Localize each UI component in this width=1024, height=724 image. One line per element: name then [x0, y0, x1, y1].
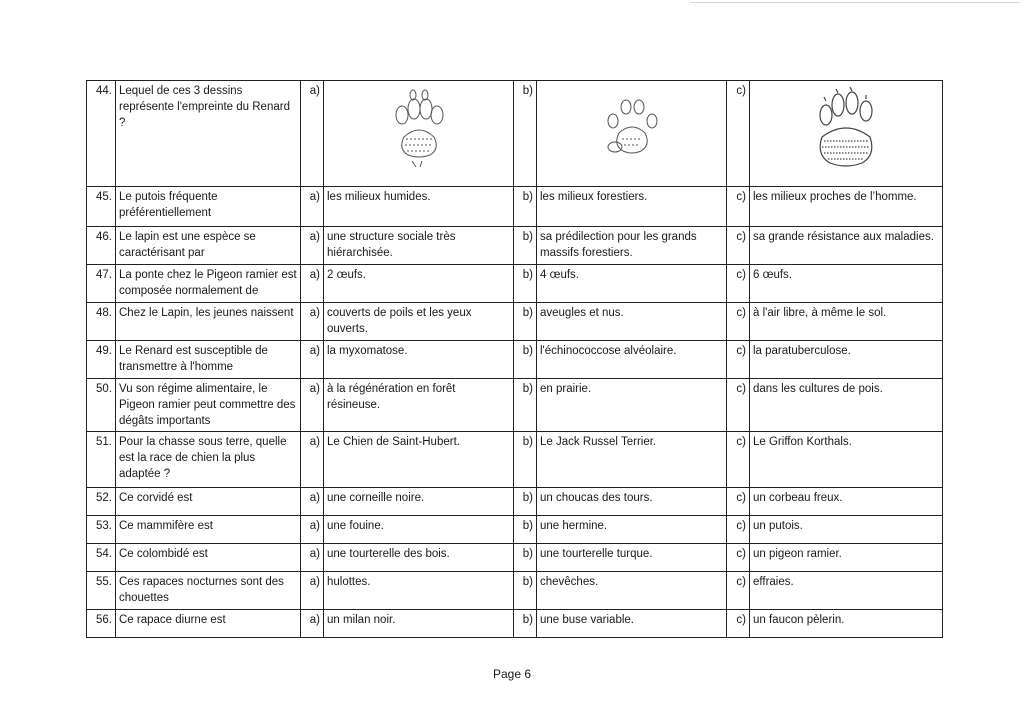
- question-row-47: [87, 265, 943, 303]
- option-b-label: b): [514, 303, 537, 341]
- option-b-text[interactable]: sa prédilection pour les grands massifs forestiers.: [537, 227, 727, 265]
- option-c-text[interactable]: Le Griffon Korthals.: [750, 432, 943, 488]
- question-text: Ce rapace diurne est: [116, 610, 301, 638]
- question-text: Ce colombidé est: [116, 544, 301, 572]
- option-b-text[interactable]: aveugles et nus.: [537, 303, 727, 341]
- option-a-text[interactable]: les milieux humides.: [324, 187, 514, 227]
- option-b-label: b): [514, 341, 537, 379]
- option-a-text[interactable]: une structure sociale très hiérarchisée.: [324, 227, 514, 265]
- option-b-text[interactable]: une hermine.: [537, 516, 727, 544]
- option-a-label: a): [301, 379, 324, 432]
- option-a-label: a): [301, 610, 324, 638]
- option-c-label: c): [727, 265, 750, 303]
- option-b-label: b): [514, 488, 537, 516]
- question-text: Lequel de ces 3 dessins représente l'empreinte du Renard ?: [116, 81, 301, 187]
- question-text: Le Renard est susceptible de transmettre à l'homme: [116, 341, 301, 379]
- option-a-label: a): [301, 187, 324, 227]
- option-c-label: c): [727, 488, 750, 516]
- option-b-label: b): [514, 572, 537, 610]
- question-number: 50.: [87, 379, 116, 432]
- option-a-label: a): [301, 516, 324, 544]
- question-row-51: [87, 432, 943, 488]
- option-a-label: a): [301, 341, 324, 379]
- option-a-text[interactable]: Le Chien de Saint-Hubert.: [324, 432, 514, 488]
- option-b-text[interactable]: les milieux forestiers.: [537, 187, 727, 227]
- question-number: 55.: [87, 572, 116, 610]
- question-number: 46.: [87, 227, 116, 265]
- question-text: Chez le Lapin, les jeunes naissent: [116, 303, 301, 341]
- option-b-label: b): [514, 432, 537, 488]
- option-c-text[interactable]: 6 œufs.: [750, 265, 943, 303]
- option-a-text[interactable]: à la régénération en forêt résineuse.: [324, 379, 514, 432]
- option-a-label: a): [301, 488, 324, 516]
- question-text: Ces rapaces nocturnes sont des chouettes: [116, 572, 301, 610]
- question-row-55: [87, 572, 943, 610]
- option-a-label: a): [301, 81, 324, 187]
- option-c-label: c): [727, 544, 750, 572]
- option-b-text[interactable]: chevêches.: [537, 572, 727, 610]
- option-b-label: b): [514, 187, 537, 227]
- paw-print-icon: [384, 87, 454, 171]
- option-a-text[interactable]: un milan noir.: [324, 610, 514, 638]
- paw-print-icon: [597, 97, 667, 167]
- option-a-text[interactable]: hulottes.: [324, 572, 514, 610]
- option-c-label: c): [727, 303, 750, 341]
- option-c-text[interactable]: dans les cultures de pois.: [750, 379, 943, 432]
- option-b-label: b): [514, 227, 537, 265]
- question-row-45: [87, 187, 943, 227]
- option-a-text[interactable]: une fouine.: [324, 516, 514, 544]
- option-c-text[interactable]: la paratuberculose.: [750, 341, 943, 379]
- option-a-label: a): [301, 432, 324, 488]
- option-b-text[interactable]: Le Jack Russel Terrier.: [537, 432, 727, 488]
- question-text: La ponte chez le Pigeon ramier est composée normalement de: [116, 265, 301, 303]
- question-row-52: [87, 488, 943, 516]
- option-c-label: c): [727, 610, 750, 638]
- question-row-49: [87, 341, 943, 379]
- quiz-table: [86, 80, 943, 638]
- option-b-text[interactable]: une buse variable.: [537, 610, 727, 638]
- option-c-text[interactable]: un putois.: [750, 516, 943, 544]
- option-c-label: c): [727, 379, 750, 432]
- option-a-text[interactable]: une corneille noire.: [324, 488, 514, 516]
- option-c-label: c): [727, 432, 750, 488]
- option-a-text[interactable]: la myxomatose.: [324, 341, 514, 379]
- question-row-46: [87, 227, 943, 265]
- option-b-text[interactable]: une tourterelle turque.: [537, 544, 727, 572]
- question-text: Ce mammifère est: [116, 516, 301, 544]
- option-a-text[interactable]: 2 œufs.: [324, 265, 514, 303]
- option-a-label: a): [301, 265, 324, 303]
- question-number: 44.: [87, 81, 116, 187]
- option-c-label: c): [727, 187, 750, 227]
- option-a-cell[interactable]: [324, 81, 514, 187]
- question-number: 53.: [87, 516, 116, 544]
- option-c-label: c): [727, 227, 750, 265]
- option-c-text[interactable]: les milieux proches de l’homme.: [750, 187, 943, 227]
- question-number: 47.: [87, 265, 116, 303]
- question-row-54: [87, 544, 943, 572]
- option-c-text[interactable]: sa grande résistance aux maladies.: [750, 227, 943, 265]
- option-b-text[interactable]: l'échinococcose alvéolaire.: [537, 341, 727, 379]
- scan-top-line: [690, 2, 1020, 3]
- question-row-50: [87, 379, 943, 432]
- option-a-label: a): [301, 303, 324, 341]
- option-b-text[interactable]: un choucas des tours.: [537, 488, 727, 516]
- question-text: Vu son régime alimentaire, le Pigeon ramier peut commettre des dégâts importants: [116, 379, 301, 432]
- option-c-text[interactable]: un faucon pèlerin.: [750, 610, 943, 638]
- option-c-text[interactable]: un pigeon ramier.: [750, 544, 943, 572]
- option-a-label: a): [301, 544, 324, 572]
- option-a-label: a): [301, 227, 324, 265]
- question-number: 56.: [87, 610, 116, 638]
- option-b-label: b): [514, 544, 537, 572]
- option-a-label: a): [301, 572, 324, 610]
- question-row-44: [87, 81, 943, 187]
- question-text: Le lapin est une espèce se caractérisant par: [116, 227, 301, 265]
- option-b-text[interactable]: 4 œufs.: [537, 265, 727, 303]
- question-number: 48.: [87, 303, 116, 341]
- question-number: 54.: [87, 544, 116, 572]
- option-b-label: b): [514, 379, 537, 432]
- option-c-text[interactable]: à l'air libre, à même le sol.: [750, 303, 943, 341]
- option-a-text[interactable]: une tourterelle des bois.: [324, 544, 514, 572]
- option-c-label: c): [727, 341, 750, 379]
- option-b-label: b): [514, 516, 537, 544]
- option-b-label: b): [514, 265, 537, 303]
- option-b-label: b): [514, 81, 537, 187]
- option-b-label: b): [514, 610, 537, 638]
- option-c-text[interactable]: effraies.: [750, 572, 943, 610]
- option-c-text[interactable]: un corbeau freux.: [750, 488, 943, 516]
- question-text: Pour la chasse sous terre, quelle est la race de chien la plus adaptée ?: [116, 432, 301, 488]
- option-c-label: c): [727, 516, 750, 544]
- question-number: 49.: [87, 341, 116, 379]
- option-c-label: c): [727, 572, 750, 610]
- option-b-cell[interactable]: [537, 81, 727, 187]
- option-b-text[interactable]: en prairie.: [537, 379, 727, 432]
- question-text: Ce corvidé est: [116, 488, 301, 516]
- page-number: Page 6: [492, 667, 532, 681]
- question-number: 45.: [87, 187, 116, 227]
- question-row-48: [87, 303, 943, 341]
- option-a-text[interactable]: couverts de poils et les yeux ouverts.: [324, 303, 514, 341]
- option-c-cell[interactable]: [750, 81, 943, 187]
- question-row-56: [87, 610, 943, 638]
- paw-print-icon: [806, 87, 886, 173]
- option-c-label: c): [727, 81, 750, 187]
- question-number: 51.: [87, 432, 116, 488]
- question-number: 52.: [87, 488, 116, 516]
- question-row-53: [87, 516, 943, 544]
- question-text: Le putois fréquente préférentiellement: [116, 187, 301, 227]
